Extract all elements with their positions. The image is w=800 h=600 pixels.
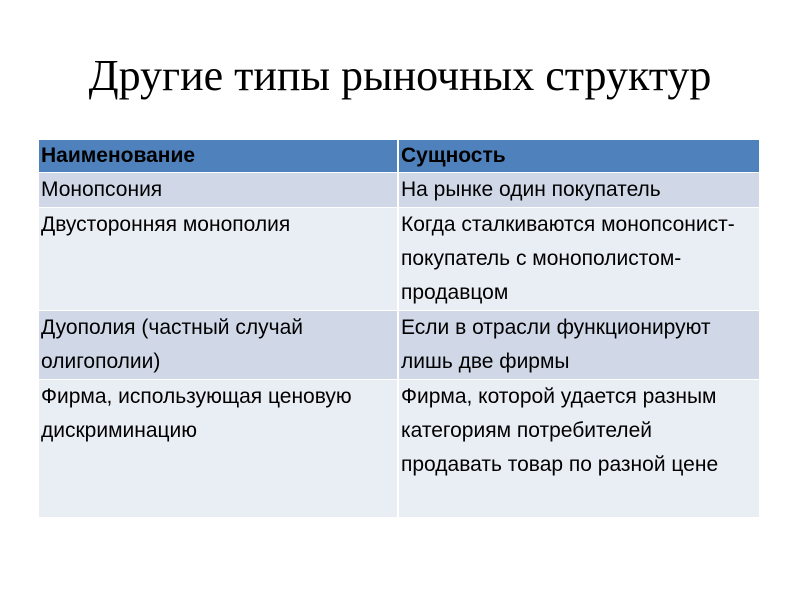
slide-title: Другие типы рыночных структур — [88, 51, 712, 100]
market-structures-table — [39, 140, 759, 517]
column-header-name: Наименование — [39, 140, 398, 173]
table-row — [39, 380, 759, 517]
table-row — [39, 208, 759, 311]
table-cell-name: Двусторонняя монополия — [39, 208, 398, 311]
table-cell-essence: Когда сталкиваются монопсонист-покупатель с монополистом-продавцом — [398, 208, 759, 311]
table-cell-name: Фирма, использующая ценовую дискриминацию — [39, 380, 398, 517]
column-header-essence: Сущность — [398, 140, 759, 173]
table-cell-essence: На рынке один покупатель — [398, 173, 759, 208]
table-cell-name: Дуополия (частный случай олигополии) — [39, 311, 398, 380]
table-row — [39, 311, 759, 380]
table-header-row — [39, 140, 759, 173]
table-cell-essence: Фирма, которой удается разным категориям потребителей продавать товар по разной цене — [398, 380, 759, 517]
table-cell-essence: Если в отрасли функционируют лишь две фирмы — [398, 311, 759, 380]
table-row — [39, 173, 759, 208]
table-cell-name: Монопсония — [39, 173, 398, 208]
